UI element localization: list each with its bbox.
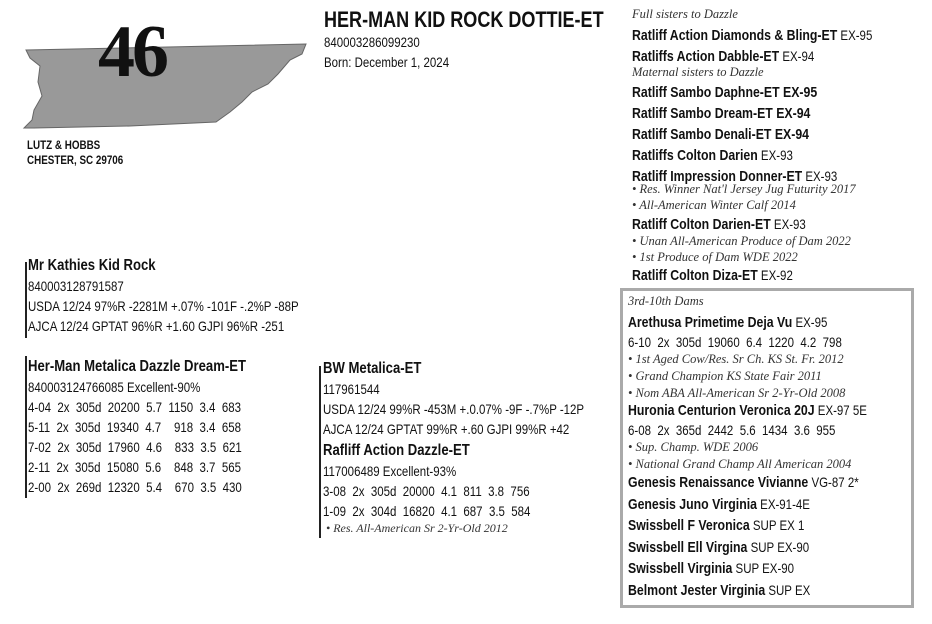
dam-record: 7-02 2x 305d 17960 4.6 833 3.5 621 xyxy=(28,439,242,455)
dam-entry-score: EX-91-4E xyxy=(756,495,810,512)
dam-entry xyxy=(628,558,859,580)
sister-entry xyxy=(632,103,837,124)
sister-name: Ratliff Colton Darien-ET xyxy=(632,216,771,233)
sister-entry xyxy=(632,46,872,67)
dam-entry-score: SUP EX-90 xyxy=(747,538,810,555)
sire-ajca: AJCA 12/24 GPTAT 96%R +1.60 GJPI 96%R -251 xyxy=(28,318,285,334)
sister-score: EX-93 xyxy=(770,216,806,232)
sister-note: • All-American Winter Calf 2014 xyxy=(632,198,796,212)
dam-entry-name: Swissbell F Veronica xyxy=(628,517,750,534)
sister-name: Ratliff Action Diamonds & Bling-ET xyxy=(632,27,838,44)
sister-entry xyxy=(632,25,872,46)
mgd-record: 1-09 2x 304d 16820 4.1 687 3.5 584 xyxy=(323,503,531,519)
dam-entry-name: Swissbell Ell Virgina xyxy=(628,538,748,556)
dam-entry xyxy=(628,472,859,494)
pedigree-line-mgs xyxy=(319,366,321,446)
dam-entries-list xyxy=(628,472,859,601)
dam-entry-score: VG-87 2* xyxy=(808,474,859,490)
dam-entry-note: • Sup. Champ. WDE 2006 xyxy=(628,440,759,454)
dam-record: 2-00 2x 269d 12320 5.4 670 3.5 430 xyxy=(28,479,242,495)
maternal-sisters-heading: Maternal sisters to Dazzle xyxy=(632,65,764,79)
sister-score: EX-93 xyxy=(802,168,838,184)
dam-block xyxy=(28,357,246,497)
sister-entry xyxy=(632,82,837,103)
sister-score: EX-94 xyxy=(779,48,815,64)
dam-entry-name: Genesis Juno Virginia xyxy=(628,495,757,513)
dam-entry-record: 6-10 2x 305d 19060 6.4 1220 4.2 798 xyxy=(628,334,842,350)
dams-box-heading: 3rd-10th Dams xyxy=(628,294,704,308)
exhibitor-block xyxy=(27,138,123,168)
dam-entry-record: 6-08 2x 365d 2442 5.6 1434 3.6 955 xyxy=(628,422,836,438)
full-sisters-list xyxy=(632,25,872,67)
dam-entry-note: • Grand Champion KS State Fair 2011 xyxy=(628,369,822,383)
dam-entry-score: SUP EX 1 xyxy=(749,517,805,533)
sire-name: Mr Kathies Kid Rock xyxy=(28,257,156,274)
maternal-sisters-list xyxy=(632,82,837,187)
dam-entry-name: Belmont Jester Virginia xyxy=(628,581,766,599)
sister-entry xyxy=(632,214,806,235)
dam-name: Her-Man Metalica Dazzle Dream-ET xyxy=(28,358,247,375)
mgd-note: • Res. All-American Sr 2-Yr-Old 2012 xyxy=(326,521,508,535)
pedigree-line-dam xyxy=(25,356,27,498)
sister-name: Ratliff Sambo Dream-ET EX-94 xyxy=(632,105,811,122)
mgs-usda: USDA 12/24 99%R -453M +.0.07% -9F -.7%P -12P xyxy=(323,401,585,417)
sister-note: • Unan All-American Produce of Dam 2022 xyxy=(632,234,851,248)
dam-entry-notes xyxy=(628,439,851,473)
dam-entry-name: Genesis Renaissance Vivianne xyxy=(628,474,809,491)
sister-note: • Res. Winner Nat'l Jersey Jug Futurity 2017 xyxy=(632,182,856,196)
pedigree-line-sire xyxy=(25,262,27,338)
sister-entry xyxy=(632,145,837,166)
dam-record: 5-11 2x 305d 19340 4.7 918 3.4 658 xyxy=(28,419,241,435)
animal-header xyxy=(324,8,604,72)
mgd-block xyxy=(323,441,530,521)
sister-name: Ratliff Sambo Daphne-ET EX-95 xyxy=(632,84,818,101)
animal-name: HER-MAN KID ROCK DOTTIE-ET xyxy=(324,7,604,32)
sister-entry xyxy=(632,265,793,286)
lot-number: 46 xyxy=(98,11,166,93)
full-sisters-heading: Full sisters to Dazzle xyxy=(632,7,738,21)
dam-entry-note: • National Grand Champ All American 2004 xyxy=(628,457,852,471)
dam-entry xyxy=(628,494,859,516)
sire-usda: USDA 12/24 97%R -2281M +.07% -101F -.2%P -88P xyxy=(28,298,299,314)
dam-entry-name: Huronia Centurion Veronica 20J xyxy=(628,402,815,419)
mgd-id: 117006489 Excellent-93% xyxy=(323,463,457,479)
sister-notes xyxy=(632,181,856,213)
sister-score: EX-92 xyxy=(757,267,793,283)
sister-name: Ratliff Sambo Denali-ET EX-94 xyxy=(632,126,810,143)
dam-entry xyxy=(628,515,859,537)
mgs-block xyxy=(323,359,584,439)
sister-note: • 1st Produce of Dam WDE 2022 xyxy=(632,250,798,264)
dam-entry xyxy=(628,312,827,333)
dam-entry-note: • Nom ABA All-American Sr 2-Yr-Old 2008 xyxy=(628,386,846,400)
sister-name: Ratliff Colton Diza-ET xyxy=(632,267,758,284)
exhibitor-name: LUTZ & HOBBS xyxy=(27,138,101,152)
sister-entry xyxy=(632,124,837,145)
dam-entry xyxy=(628,580,859,602)
sister-score: EX-95 xyxy=(837,27,873,43)
dam-entry-note: • 1st Aged Cow/Res. Sr Ch. KS St. Fr. 2012 xyxy=(628,352,844,366)
dam-entry xyxy=(628,537,859,559)
pedigree-line-mgd xyxy=(319,446,321,538)
dam-entry-score: SUP EX-90 xyxy=(732,560,795,576)
sister-notes xyxy=(632,233,851,265)
sister-name: Ratliffs Colton Darien xyxy=(632,147,758,164)
mgs-id: 117961544 xyxy=(323,381,380,397)
dam-id: 840003124766085 Excellent-90% xyxy=(28,379,201,395)
dam-entry-name: Swissbell Virginia xyxy=(628,560,733,577)
dam-entry-score: SUP EX xyxy=(765,581,811,598)
dam-entry xyxy=(628,400,867,421)
mgd-name: Rafliff Action Dazzle-ET xyxy=(323,442,470,459)
sire-block xyxy=(28,256,299,336)
dam-entry-notes xyxy=(628,351,845,402)
mgd-record: 3-08 2x 305d 20000 4.1 811 3.8 756 xyxy=(323,483,530,499)
dam-record: 4-04 2x 305d 20200 5.7 1150 3.4 683 xyxy=(28,399,241,415)
dam-entry-score: EX-95 xyxy=(792,314,828,330)
mgs-ajca: AJCA 12/24 GPTAT 99%R +.60 GJPI 99%R +42 xyxy=(323,421,570,437)
sister-name: Ratliff Impression Donner-ET xyxy=(632,168,803,185)
dam-record: 2-11 2x 305d 15080 5.6 848 3.7 565 xyxy=(28,459,241,475)
sister-name: Ratliffs Action Dabble-ET xyxy=(632,48,780,65)
dam-entry-score: EX-97 5E xyxy=(814,402,867,418)
animal-born: Born: December 1, 2024 xyxy=(324,54,450,70)
dam-entry-name: Arethusa Primetime Deja Vu xyxy=(628,314,793,331)
animal-id: 840003286099230 xyxy=(324,34,420,50)
sister-score: EX-93 xyxy=(757,147,793,163)
mgs-name: BW Metalica-ET xyxy=(323,360,422,377)
sire-id: 840003128791587 xyxy=(28,278,124,294)
exhibitor-city: CHESTER, SC 29706 xyxy=(27,153,124,167)
